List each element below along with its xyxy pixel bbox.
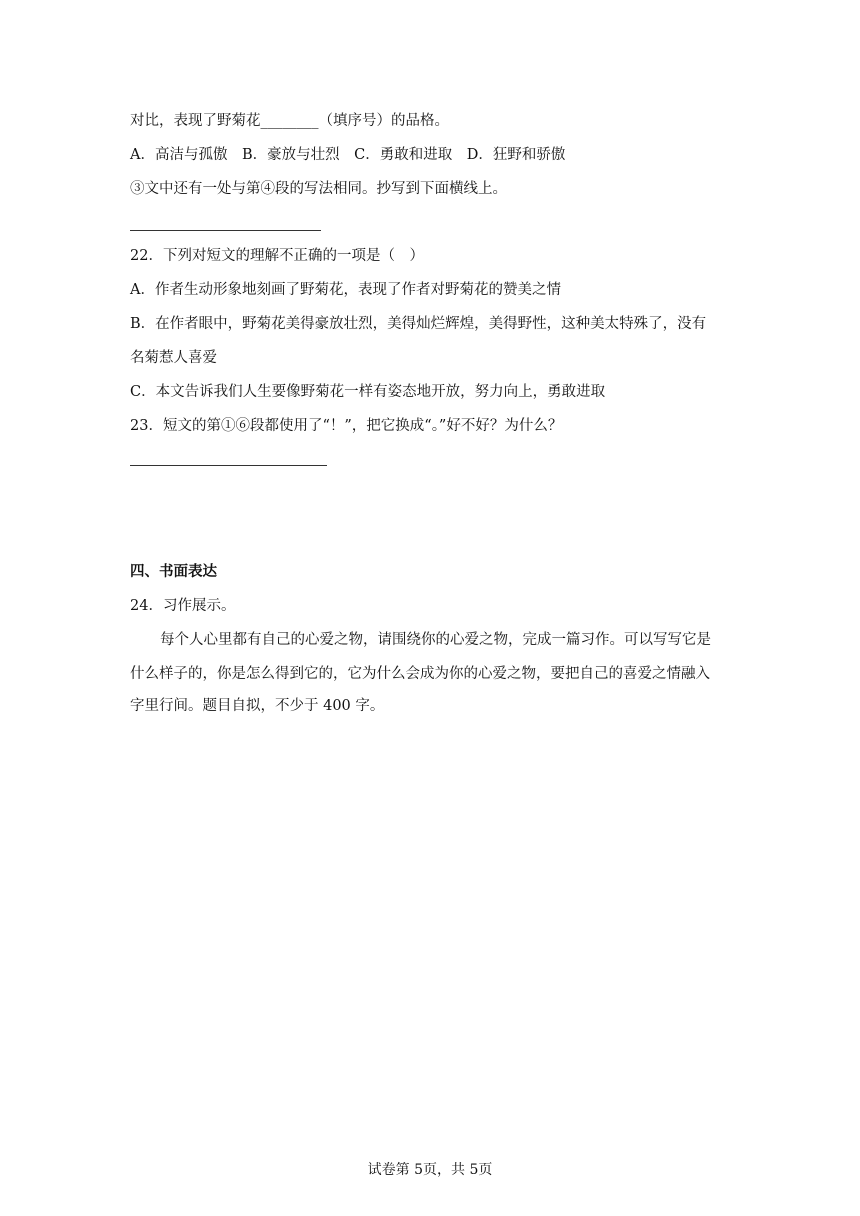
q23-answer-line[interactable] xyxy=(130,465,327,466)
q24-prompt-line2: 什么样子的，你是怎么得到它的，它为什么会成为你的心爱之物，要把自己的喜爱之情融入 xyxy=(130,666,710,682)
page-footer: 试卷第 5页，共 5页 xyxy=(367,1162,493,1178)
q23-stem: 23．短文的第①⑥段都使用了“！”，把它换成“。”好不好？为什么？ xyxy=(130,418,563,434)
q22-option-a: A．作者生动形象地刻画了野菊花，表现了作者对野菊花的赞美之情 xyxy=(130,282,561,298)
q22-option-b-line1: B．在作者眼中，野菊花美得豪放壮烈，美得灿烂辉煌，美得野性，这种美太特殊了，没有 xyxy=(130,316,707,332)
section-4-heading: 四、书面表达 xyxy=(130,563,217,580)
q21-subquestion-3: ③文中还有一处与第④段的写法相同。抄写到下面横线上。 xyxy=(130,181,507,197)
q24-prompt-line1: 每个人心里都有自己的心爱之物，请围绕你的心爱之物，完成一篇习作。可以写写它是 xyxy=(160,632,711,648)
q24-stem: 24．习作展示。 xyxy=(130,598,236,614)
q22-stem: 22．下列对短文的理解不正确的一项是（ ） xyxy=(130,248,424,264)
q21-options: A．高洁与孤傲 B．豪放与壮烈 C．勇敢和进取 D．狂野和骄傲 xyxy=(130,147,566,163)
q21-continuation-line: 对比，表现了野菊花________（填序号）的品格。 xyxy=(130,113,449,129)
q22-option-b-line2: 名菊惹人喜爱 xyxy=(130,350,217,366)
q24-prompt-line3: 字里行间。题目自拟，不少于 400 字。 xyxy=(130,698,385,714)
q22-option-c: C．本文告诉我们人生要像野菊花一样有姿态地开放，努力向上，勇敢进取 xyxy=(130,384,606,400)
q21-answer-line[interactable] xyxy=(130,230,321,231)
